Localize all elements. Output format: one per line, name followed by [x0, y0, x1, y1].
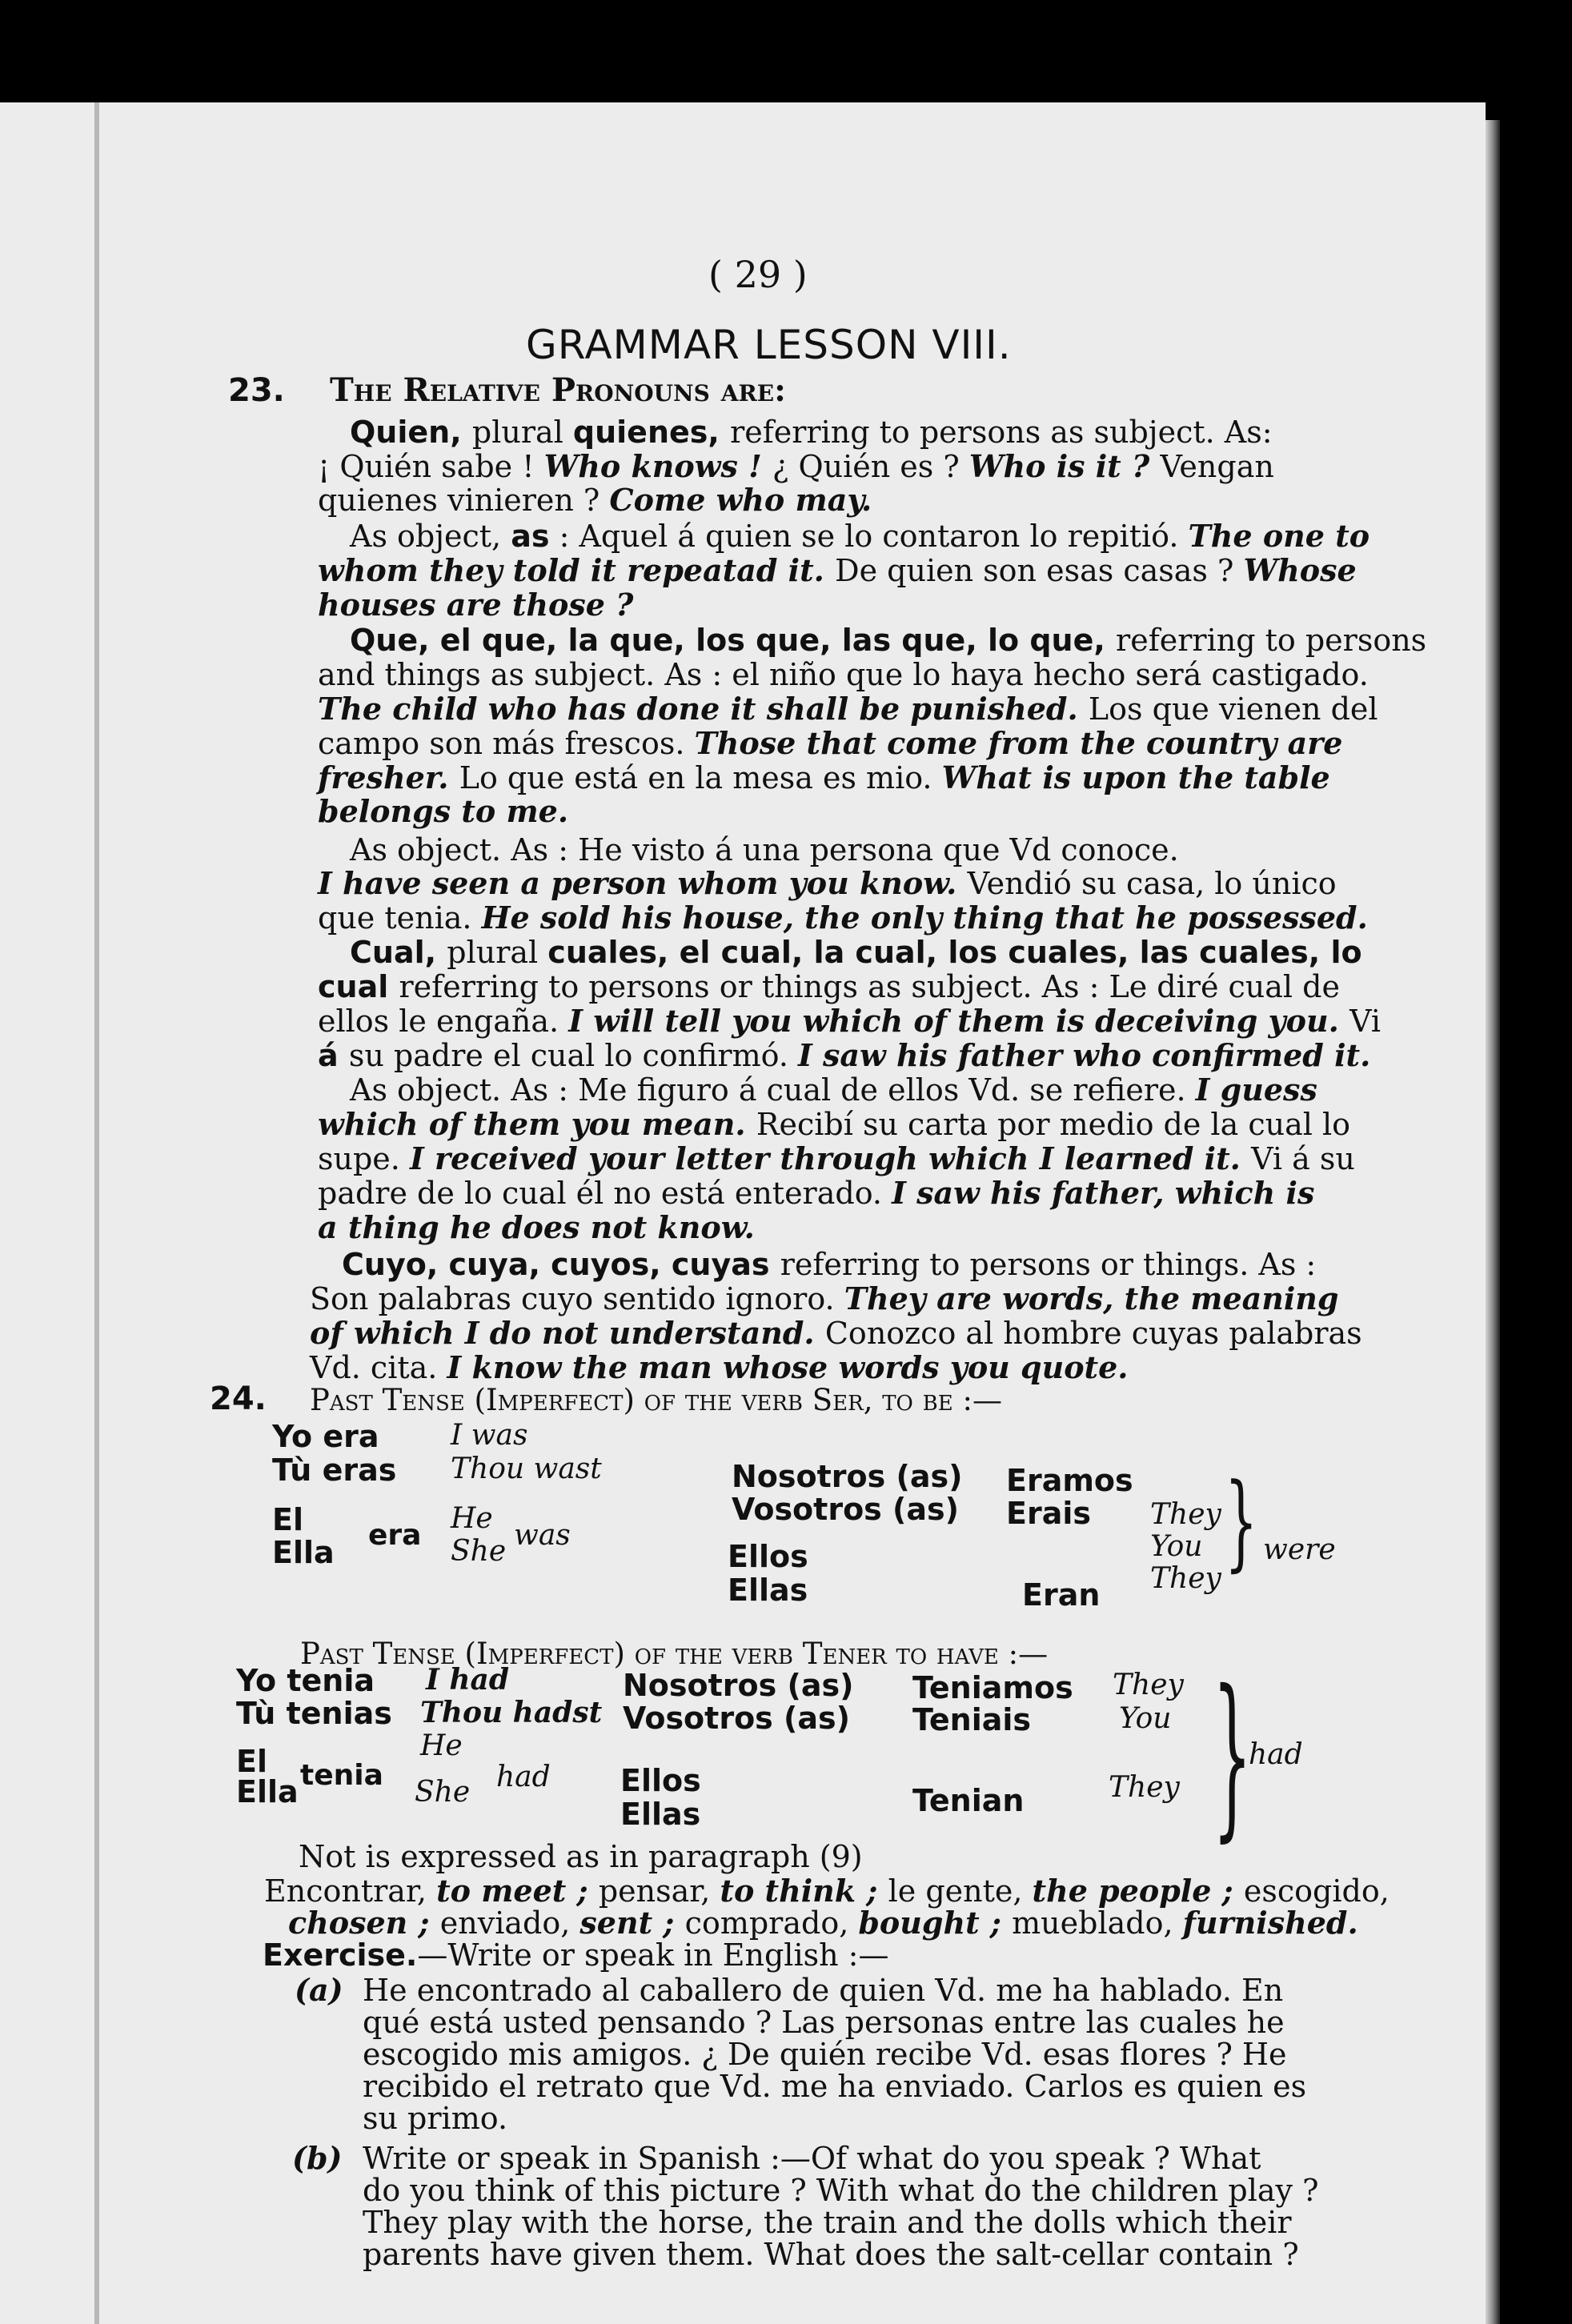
translation: Those that come from the country are [694, 725, 1343, 761]
term: as [511, 519, 550, 554]
ser-you: You [1150, 1530, 1203, 1563]
ser-era: era [368, 1519, 422, 1552]
translation: I know the man whose words you quote. [447, 1349, 1129, 1385]
translation: I saw his father, which is [892, 1175, 1315, 1211]
ser-erais: Erais [1006, 1496, 1091, 1531]
tener-ellos: Ellos [620, 1763, 701, 1798]
tener-he: He [420, 1729, 463, 1762]
translation: chosen ; [288, 1905, 440, 1941]
s23-line-22 [318, 1140, 1355, 1176]
translation: Who knows ! [543, 448, 773, 484]
translation: sent ; [579, 1905, 685, 1941]
section-number-24: 24. [210, 1380, 267, 1417]
translation: Come who may. [609, 482, 872, 518]
vocab-line-2 [264, 1873, 1390, 1909]
tener-yo-en: I had [426, 1663, 510, 1697]
term: á [318, 1038, 349, 1073]
text: pensar, [598, 1873, 720, 1909]
translation: I have seen a person whom you know. [318, 865, 968, 901]
ser-ellas: Ellas [728, 1573, 808, 1608]
ser-yo: Yo era [272, 1419, 379, 1454]
s23-line-12: belongs to me. [318, 793, 569, 829]
text: ¡ Quién sabe ! [318, 449, 544, 484]
tener-they-1: They [1113, 1669, 1184, 1701]
s23-line-15 [318, 900, 1368, 936]
tener-tenia: tenia [300, 1759, 383, 1792]
translation: Who is it ? [968, 448, 1161, 484]
tener-you: You [1119, 1702, 1172, 1735]
ser-she: She [451, 1535, 507, 1568]
text: supe. [318, 1141, 410, 1176]
s23-line-2 [318, 448, 1274, 484]
text: referring to persons [1116, 623, 1427, 658]
s23-line-6: houses are those ? [318, 587, 634, 623]
s23-line-21 [318, 1106, 1350, 1142]
text: Los que vienen del [1088, 691, 1378, 727]
s23-line-14 [318, 865, 1337, 901]
ser-tu-en: Thou wast [451, 1452, 602, 1485]
text: su padre el cual lo confirmó. [348, 1038, 798, 1073]
s23-line-9 [318, 691, 1378, 727]
tener-vosotros: Vosotros (as) [623, 1701, 851, 1736]
ser-yo-en: I was [451, 1419, 528, 1452]
tener-el: El [236, 1744, 267, 1779]
text: referring to persons as subject. As: [730, 415, 1273, 450]
text: Encontrar, [264, 1873, 437, 1909]
tener-they-2: They [1109, 1771, 1180, 1804]
translation: I will tell you which of them is deceiving you. [568, 1003, 1350, 1039]
text: plural [471, 415, 573, 450]
exercise-a-line-3: escogido mis amigos. ¿ De quién recibe Vd. esas flores ? He [363, 2037, 1287, 2072]
tener-heading: Past Tense (Imperfect) of the verb Tener to have :— [300, 1637, 1049, 1671]
s23-line-27 [310, 1315, 1362, 1351]
page-number: ( 29 ) [708, 253, 808, 296]
exercise-b-line-1: Write or speak in Spanish :—Of what do you speak ? What [363, 2141, 1261, 2176]
term: cual [318, 969, 399, 1004]
text: enviado, [439, 1905, 580, 1941]
term: quienes, [572, 415, 731, 450]
page-edge-shadow [1486, 120, 1500, 2324]
tener-tu: Tù tenias [236, 1696, 392, 1731]
exercise-a-line-4: recibido el retrato que Vd. me ha enviado. Carlos es quien es [363, 2069, 1307, 2104]
translation: The child who has done it shall be punished. [318, 691, 1089, 727]
text: Vi [1349, 1004, 1382, 1039]
translation: the people ; [1032, 1873, 1244, 1909]
ser-eran: Eran [1022, 1577, 1101, 1613]
ser-were: were [1263, 1533, 1336, 1566]
text: Vengan [1160, 449, 1274, 484]
s23-line-26 [310, 1280, 1339, 1316]
s23-line-20 [350, 1072, 1317, 1108]
ser-they-2: They [1150, 1562, 1221, 1595]
exercise-instruction: —Write or speak in English :— [417, 1937, 889, 1973]
translation: of which I do not understand. [310, 1315, 825, 1351]
ser-nosotros: Nosotros (as) [732, 1459, 963, 1494]
s23-line-7 [350, 623, 1427, 658]
tener-she: She [415, 1776, 471, 1809]
tener-ella: Ella [236, 1774, 299, 1809]
text: Vd. cita. [310, 1350, 447, 1385]
text: Vi á su [1251, 1141, 1355, 1176]
vocab-line-1: Not is expressed as in paragraph (9) [299, 1839, 863, 1874]
term: Cuyo, cuya, cuyos, cuyas [342, 1247, 780, 1282]
tener-teniamos: Teniamos [912, 1670, 1073, 1705]
text: As object. As : Me figuro á cual de ellos Vd. se refiere. [350, 1072, 1196, 1108]
term: Cual, [350, 935, 447, 970]
text: ¿ Quién es ? [772, 449, 969, 484]
exercise-b-line-4: parents have given them. What does the salt-cellar contain ? [363, 2237, 1299, 2272]
page-content [0, 102, 1486, 2324]
term: cuales, el cual, la cual, los cuales, las cuales, lo [547, 935, 1362, 970]
text: As object, [350, 519, 511, 554]
vocab-line-3 [288, 1905, 1358, 1941]
section-number-23: 23. [228, 372, 285, 409]
text: ellos le engaña. [318, 1004, 569, 1039]
text: le gente, [888, 1873, 1033, 1909]
text: plural [447, 935, 548, 970]
exercise-a-line-1: He encontrado al caballero de quien Vd. me ha hablado. En [363, 1973, 1284, 2008]
translation: Whose [1243, 552, 1357, 588]
ser-eramos: Eramos [1006, 1463, 1133, 1498]
s23-line-25 [342, 1249, 1316, 1280]
text: referring to persons or things. As : [780, 1247, 1317, 1282]
exercise-b-marker: (b) [292, 2140, 343, 2176]
binding-edge [94, 102, 99, 2324]
s23-line-23 [318, 1175, 1315, 1211]
s23-line-8: and things as subject. As : el niño que lo haya hecho será castigado. [318, 657, 1369, 692]
text: Conozco al hombre cuyas palabras [824, 1316, 1362, 1351]
text: quienes vinieren ? [318, 483, 610, 518]
ser-brace: } [1225, 1461, 1258, 1582]
translation: What is upon the table [941, 759, 1330, 795]
s23-line-18 [318, 1003, 1382, 1039]
translation: furnished. [1182, 1905, 1358, 1941]
ser-el: El [272, 1502, 303, 1537]
term: Que, el que, la que, los que, las que, lo que, [350, 623, 1117, 658]
ser-ella: Ella [272, 1535, 335, 1570]
translation: I saw his father who confirmed it. [798, 1037, 1371, 1073]
s23-line-4 [350, 518, 1370, 554]
s23-line-1 [350, 415, 1273, 450]
text: comprado, [684, 1905, 859, 1941]
s23-line-13: As object. As : He visto á una persona que Vd conoce. [350, 832, 1179, 867]
exercise-a-line-5: su primo. [363, 2101, 508, 2136]
ser-tu: Tù eras [272, 1452, 397, 1488]
s23-line-24: a thing he does not know. [318, 1209, 755, 1245]
ser-he: He [451, 1502, 493, 1535]
exercise-heading [263, 1937, 889, 1973]
exercise-label: Exercise. [263, 1937, 418, 1973]
text: Vendió su casa, lo único [967, 866, 1337, 901]
translation: They are words, the meaning [844, 1280, 1339, 1316]
translation: fresher. [318, 759, 459, 795]
ser-was: was [514, 1519, 571, 1552]
text: escogido, [1243, 1873, 1390, 1909]
ser-they-1: They [1150, 1498, 1221, 1531]
translation: I received your letter through which I learned it. [409, 1140, 1252, 1176]
exercise-b-line-2: do you think of this picture ? With what do the children play ? [363, 2173, 1319, 2208]
tener-yo: Yo tenia [236, 1663, 375, 1698]
translation: which of them you mean. [318, 1106, 756, 1142]
tener-teniais: Teniais [912, 1702, 1032, 1737]
tener-nosotros: Nosotros (as) [623, 1668, 854, 1703]
s23-line-3 [318, 482, 872, 518]
section-23-heading: The Relative Pronouns are: [330, 371, 786, 409]
tener-tu-en: Thou hadst [420, 1696, 603, 1729]
text: Son palabras cuyo sentido ignoro. [310, 1281, 844, 1316]
s23-line-11 [318, 759, 1330, 795]
translation: He sold his house, the only thing that he possessed. [481, 900, 1368, 936]
tener-tenian: Tenian [912, 1783, 1025, 1818]
text: De quien son esas casas ? [835, 553, 1244, 588]
s23-line-28 [310, 1349, 1129, 1385]
text: mueblado, [1012, 1905, 1183, 1941]
s23-line-5 [318, 552, 1357, 588]
translation: to meet ; [436, 1873, 599, 1909]
translation: to think ; [720, 1873, 888, 1909]
exercise-a-line-2: qué está usted pensando ? Las personas entre las cuales he [363, 2005, 1285, 2040]
translation: whom they told it repeatad it. [318, 552, 836, 588]
text: : Aquel á quien se lo contaron lo repitió. [549, 519, 1189, 554]
text: referring to persons or things as subject. As : Le diré cual de [399, 969, 1340, 1004]
ser-ellos: Ellos [728, 1539, 808, 1574]
s23-line-17 [318, 969, 1340, 1004]
s23-line-16 [350, 937, 1362, 968]
text: Lo que está en la mesa es mio. [459, 760, 942, 795]
s23-line-10 [318, 725, 1343, 761]
text: campo son más frescos. [318, 726, 695, 761]
translation: I guess [1195, 1072, 1317, 1108]
text: padre de lo cual él no está enterado. [318, 1176, 892, 1211]
ser-vosotros: Vosotros (as) [732, 1492, 960, 1527]
exercise-b-line-3: They play with the horse, the train and the dolls which their [363, 2205, 1292, 2240]
exercise-a-marker: (a) [295, 1972, 343, 2008]
text: Recibí su carta por medio de la cual lo [756, 1107, 1350, 1142]
translation: bought ; [858, 1905, 1013, 1941]
text: que tenia. [318, 900, 482, 936]
lesson-title: GRAMMAR LESSON VIII. [526, 322, 1012, 368]
tener-brace: } [1213, 1653, 1252, 1857]
s23-line-19 [318, 1037, 1371, 1073]
tener-ellas: Ellas [620, 1797, 701, 1832]
tener-had-2: had [1249, 1738, 1303, 1771]
tener-had-1: had [496, 1761, 551, 1793]
book-page [0, 102, 1486, 2324]
ser-heading: Past Tense (Imperfect) of the verb Ser, to be :— [310, 1383, 1002, 1417]
translation: The one to [1188, 518, 1370, 554]
term: Quien, [350, 415, 472, 450]
